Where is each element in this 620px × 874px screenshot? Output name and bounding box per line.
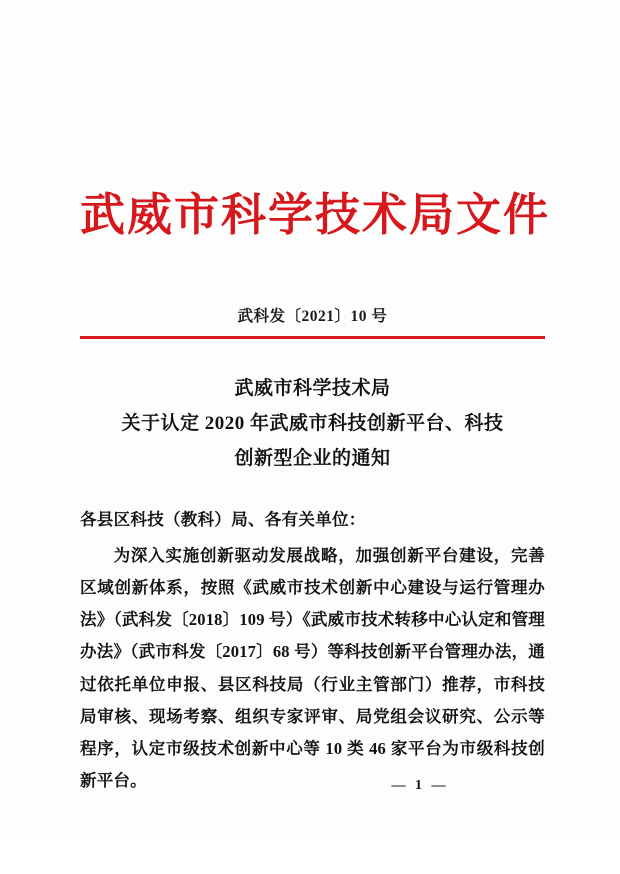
document-body [80, 0, 551, 797]
body-paragraph-text: 为深入实施创新驱动发展战略，加强创新平台建设，完善区域创新体系，按照《武威市技术创新中心建设与运行管理办法》（武科发〔2018〕109 号）《武威市技术转移中心认定和管理办法》（武市科发〔2017〕68 号）等科技创新平台管理办法，通过依托单位申报、县区科技局（行业主管部门）推荐，市科技局审核、现场考察、组织专家评审、局党组会议研究、公示等程序，认定市级技术创新中心等 10 类 46 家平台为市级科技创新平台。 [80, 545, 545, 791]
title-line-2: 关于认定 2020 年武威市科技创新平台、科技 [121, 412, 504, 434]
body-paragraph [80, 540, 545, 797]
red-divider-rule [80, 336, 545, 339]
page-number: — 1 — [391, 778, 449, 793]
document-number: 武科发〔2021〕10 号 [237, 308, 388, 325]
title-line-1: 武威市科学技术局 [234, 377, 391, 399]
title-line-3: 创新型企业的通知 [234, 447, 391, 469]
salutation: 各县区科技（教科）局、各有关单位： [80, 509, 366, 529]
masthead-title: 武威市科学技术局文件 [80, 190, 551, 240]
page-bottom-margin [0, 834, 620, 874]
document-title [80, 371, 545, 476]
